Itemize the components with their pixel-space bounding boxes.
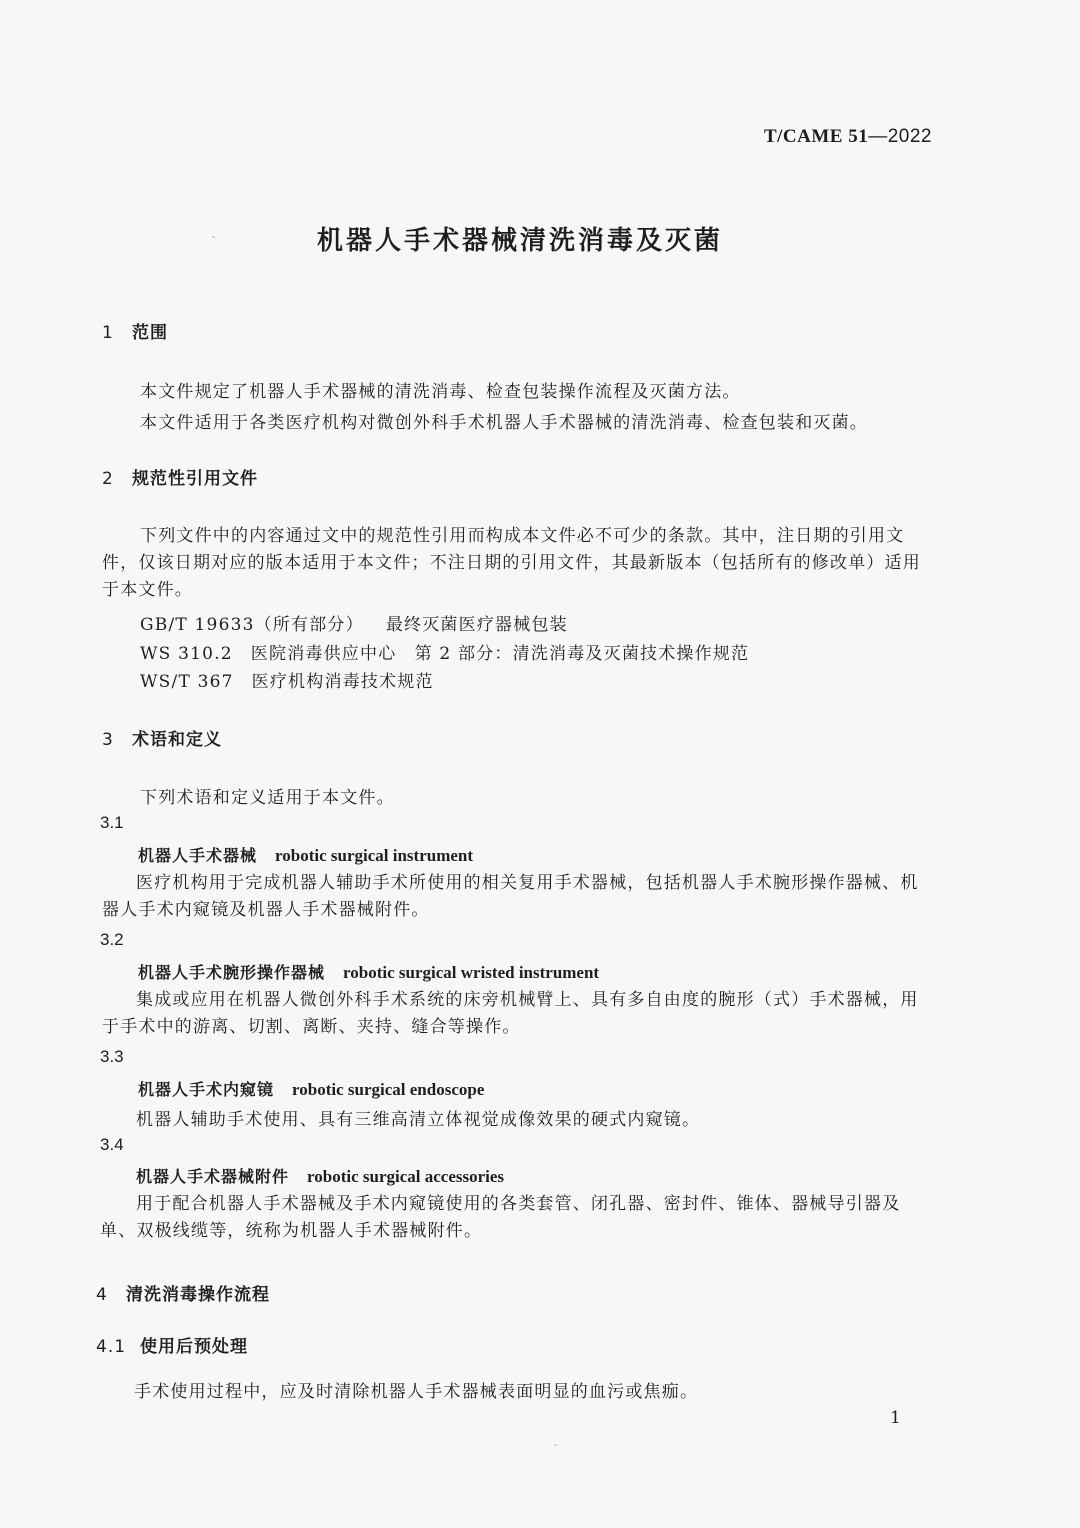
- section-number: 4.1: [96, 1337, 127, 1357]
- section-number: 4: [96, 1285, 108, 1305]
- section-1-heading: [102, 318, 168, 343]
- term-definition: 集成或应用在机器人微创外科手术系统的床旁机械臂上、具有多自由度的腕形（式）手术器械，用于手术中的游离、切割、离断、夹持、缝合等操作。: [102, 990, 919, 1037]
- term-number: 3.4: [100, 1135, 124, 1154]
- section-number: 3: [102, 730, 114, 750]
- section-title: 清洗消毒操作流程: [126, 1285, 270, 1305]
- section-3-heading: [102, 725, 222, 750]
- term-number: 3.2: [100, 930, 124, 949]
- reference-item: [140, 639, 749, 664]
- paragraph: 本文件适用于各类医疗机构对微创外科手术机器人手术器械的清洗消毒、检查包装和灭菌。: [140, 413, 868, 433]
- reference-code: WS/T 367: [140, 672, 234, 692]
- paragraph: 手术使用过程中，应及时清除机器人手术器械表面明显的血污或焦痂。: [134, 1382, 699, 1402]
- paragraph: 下列文件中的内容通过文中的规范性引用而构成本文件必不可少的条款。其中，注日期的引用文件，仅该日期对应的版本适用于本文件；不注日期的引用文件，其最新版本（包括所有的修改单）适用于本文件。: [102, 526, 921, 600]
- reference-item: [140, 610, 568, 635]
- scan-speck: [554, 1444, 557, 1446]
- document-title: 机器人手术器械清洗消毒及灭菌: [316, 226, 723, 256]
- section-2-heading: [102, 464, 258, 489]
- section-title: 规范性引用文件: [132, 469, 258, 489]
- section-number: 1: [102, 323, 114, 343]
- term-zh: 机器人手术器械: [138, 846, 258, 865]
- term-definition: 用于配合机器人手术器械及手术内窥镜使用的各类套管、闭孔器、密封件、锥体、器械导引器及单、双极线缆等，统称为机器人手术器械附件。: [100, 1194, 901, 1241]
- section-number: 2: [102, 469, 114, 489]
- section-4-heading: [96, 1280, 270, 1305]
- term-en: robotic surgical accessories: [307, 1167, 505, 1186]
- term-heading: [136, 1164, 504, 1187]
- term-en: robotic surgical endoscope: [292, 1080, 485, 1099]
- term-zh: 机器人手术腕形操作器械: [138, 963, 326, 982]
- term-heading: [138, 960, 599, 983]
- term-en: robotic surgical wristed instrument: [343, 963, 600, 982]
- term-number: 3.3: [100, 1047, 124, 1066]
- reference-code: WS 310.2: [140, 644, 233, 664]
- term-zh: 机器人手术内窥镜: [138, 1080, 275, 1099]
- term-number: 3.1: [100, 813, 124, 832]
- term-zh: 机器人手术器械附件: [136, 1167, 290, 1186]
- standard-code: T/CAME 51: [763, 126, 869, 147]
- reference-code: GB/T 19633（所有部分）: [140, 615, 364, 635]
- term-heading: [138, 843, 473, 866]
- reference-name: 医疗机构消毒技术规范: [251, 672, 434, 692]
- reference-name: 医院消毒供应中心 第 2 部分：清洗消毒及灭菌技术操作规范: [250, 644, 750, 664]
- standard-year: —2022: [868, 126, 932, 147]
- term-en: robotic surgical instrument: [275, 846, 474, 865]
- term-heading: [138, 1077, 484, 1100]
- term-definition: 机器人辅助手术使用、具有三维高清立体视觉成像效果的硬式内窥镜。: [136, 1110, 701, 1130]
- paragraph: 下列术语和定义适用于本文件。: [140, 788, 395, 808]
- subsection-4-1-heading: [96, 1332, 248, 1357]
- scan-speck: [212, 236, 215, 238]
- paragraph: 本文件规定了机器人手术器械的清洗消毒、检查包装操作流程及灭菌方法。: [140, 382, 741, 402]
- reference-name: 最终灭菌医疗器械包装: [385, 615, 568, 635]
- term-definition: 医疗机构用于完成机器人辅助手术所使用的相关复用手术器械，包括机器人手术腕形操作器械、机器人手术内窥镜及机器人手术器械附件。: [102, 873, 919, 920]
- section-title: 术语和定义: [132, 730, 222, 750]
- reference-item: [140, 667, 434, 692]
- page-number: 1: [890, 1408, 901, 1428]
- standard-number: [764, 126, 932, 148]
- section-title: 范围: [132, 323, 168, 343]
- section-title: 使用后预处理: [140, 1337, 248, 1357]
